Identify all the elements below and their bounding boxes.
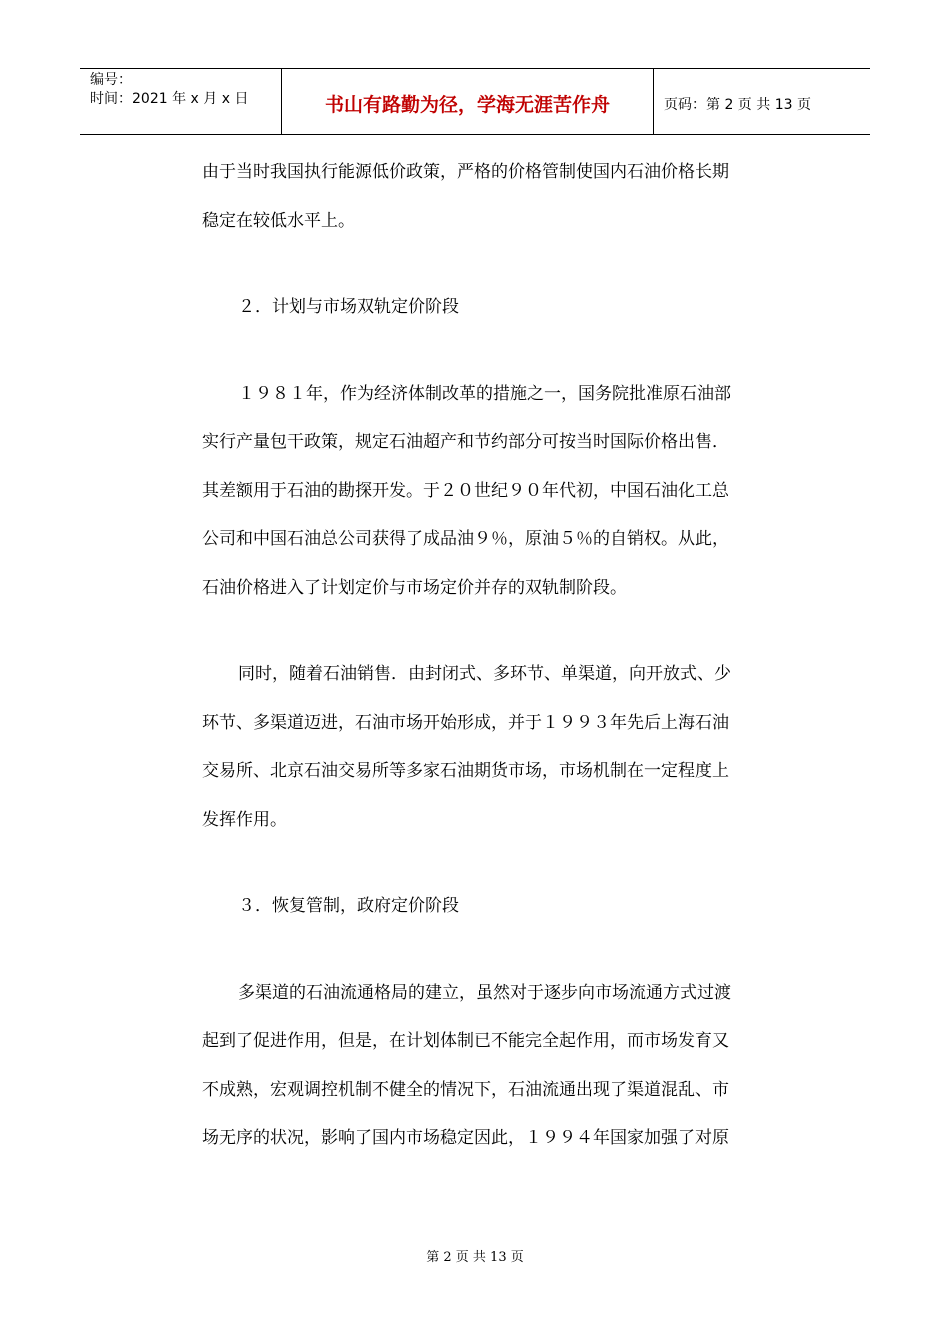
number-label: 编号： [90,72,132,88]
header-motto: 书山有路勤为径，学海无涯苦作舟 [282,69,654,134]
body-line: 石油价格进入了计划定价与市场定价并存的双轨制阶段。 [202,577,627,598]
page-footer: 第 2 页 共 13 页 [426,1250,524,1265]
body-line: １９８１年，作为经济体制改革的措施之一，国务院批准原石油部 [238,383,731,404]
body-line: 交易所、北京石油交易所等多家石油期货市场，市场机制在一定程度上 [202,761,729,781]
body-line: 由于当时我国执行能源低价政策，严格的价格管制使国内石油价格长期 [202,162,729,182]
body-line: 发挥作用。 [202,809,287,830]
document-body [202,148,802,1163]
header-page-info: 页码：第 2 页 共 13 页 [664,96,811,113]
section-heading-2: ２．计划与市场双轨定价阶段 [238,297,459,317]
body-line: 多渠道的石油流通格局的建立，虽然对于逐步向市场流通方式过渡 [238,982,731,1003]
section-heading-3: ３．恢复管制，政府定价阶段 [238,896,459,916]
body-line: 公司和中国石油总公司获得了成品油９％，原油５％的自销权。从此， [202,529,729,549]
time-label: 时间：2021 年 x 月 x 日 [90,91,249,107]
body-line: 实行产量包干政策，规定石油超产和节约部分可按当时国际价格出售． [202,432,729,452]
body-line: 环节、多渠道迈进，石油市场开始形成，并于１９９３年先后上海石油 [202,712,729,733]
body-line: 起到了促进作用，但是，在计划体制已不能完全起作用，而市场发育又 [202,1031,729,1051]
body-line: 不成熟，宏观调控机制不健全的情况下，石油流通出现了渠道混乱、市 [202,1079,729,1100]
body-line: 同时，随着石油销售．由封闭式、多环节、单渠道，向开放式、少 [238,664,731,684]
body-line: 其差额用于石油的勘探开发。于２０世纪９０年代初，中国石油化工总 [202,480,729,501]
page-header [80,68,870,135]
header-meta [80,69,282,134]
body-line: 场无序的状况，影响了国内市场稳定因此，１９９４年国家加强了对原 [202,1128,729,1148]
body-line: 稳定在较低水平上。 [202,210,355,231]
